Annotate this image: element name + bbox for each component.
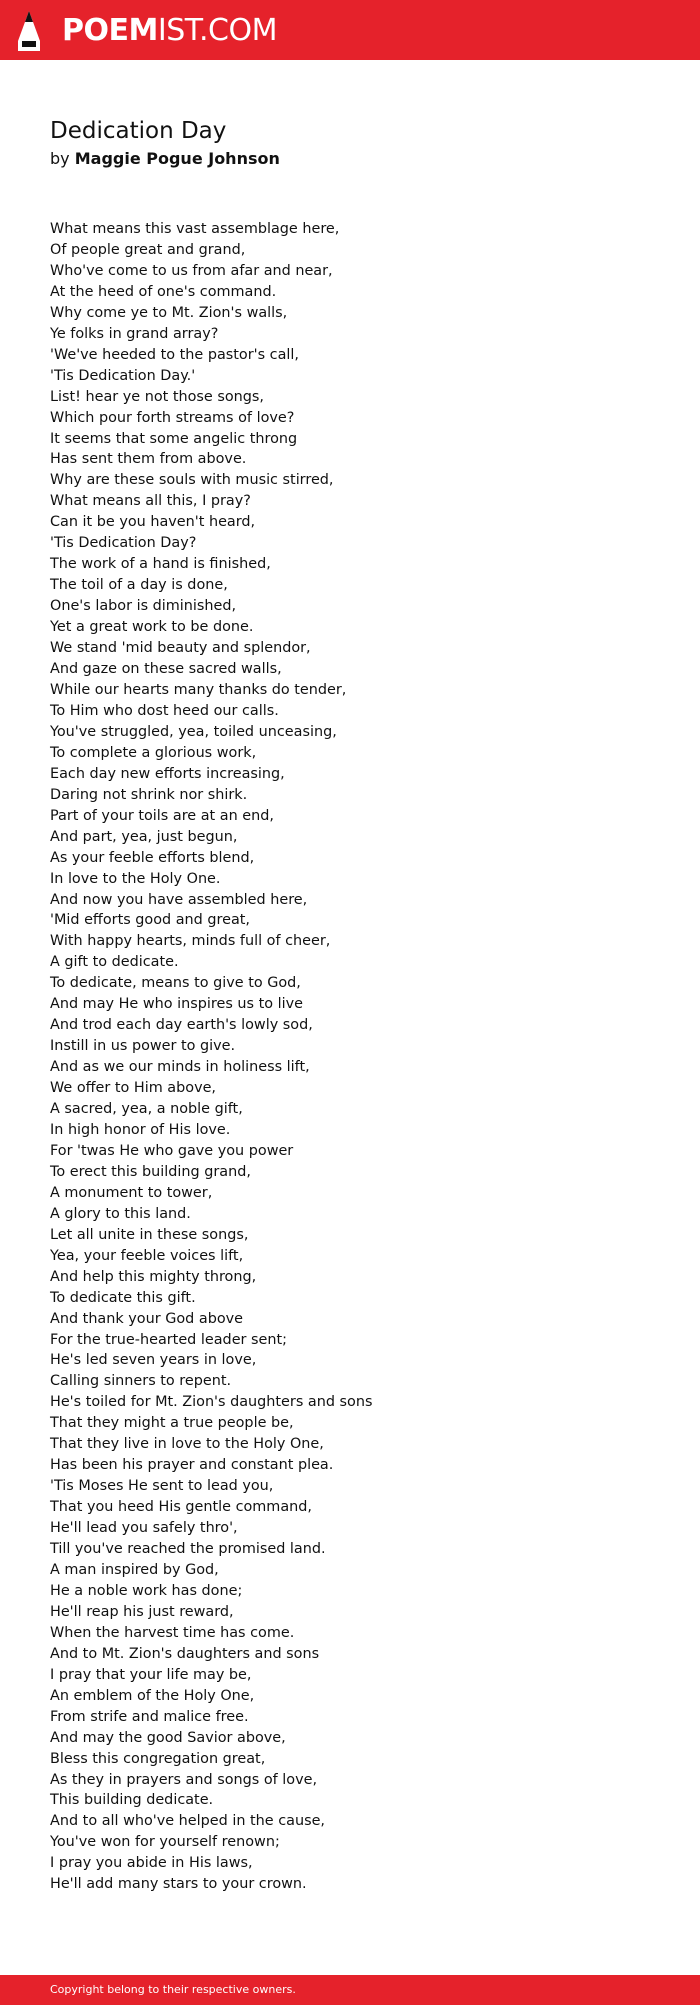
poem-line: 'We've heeded to the pastor's call, [50, 346, 299, 363]
poem-line: To Him who dost heed our calls. [50, 702, 279, 719]
pencil-tip-icon[interactable] [16, 11, 42, 51]
poem-line: 'Tis Moses He sent to lead you, [50, 1478, 274, 1495]
poem-line: With happy hearts, minds full of cheer, [50, 933, 331, 950]
poem-line: For 'twas He who gave you power [50, 1142, 294, 1159]
poem-line: He's toiled for Mt. Zion's daughters and sons [50, 1394, 373, 1411]
poem-line: A monument to tower, [50, 1184, 213, 1201]
logo-text-bold: POEM [62, 13, 158, 48]
poem-line: 'Mid efforts good and great, [50, 912, 251, 929]
poem-line: And to Mt. Zion's daughters and sons [50, 1645, 320, 1662]
poem-line: And now you have assembled here, [50, 891, 308, 908]
poem-line: Can it be you haven't heard, [50, 514, 256, 531]
poem-line: What means all this, I pray? [50, 493, 251, 510]
site-header [0, 0, 700, 60]
site-logo[interactable] [62, 11, 277, 51]
poem-body [50, 219, 650, 1895]
poem-line: An emblem of the Holy One, [50, 1687, 255, 1704]
poem-line: He'll reap his just reward, [50, 1603, 234, 1620]
poem-line: You've struggled, yea, toiled unceasing, [50, 723, 337, 740]
poem-line: Yet a great work to be done. [50, 619, 254, 636]
poem-line: When the harvest time has come. [50, 1624, 295, 1641]
poem-line: I pray that your life may be, [50, 1666, 252, 1683]
poem-line: That they live in love to the Holy One, [50, 1436, 324, 1453]
poem-line: This building dedicate. [50, 1792, 214, 1809]
poem-line: As they in prayers and songs of love, [50, 1771, 318, 1788]
poem-line: What means this vast assemblage here, [50, 221, 340, 237]
poem-line: And thank your God above [50, 1310, 244, 1327]
poem-line: We stand 'mid beauty and splendor, [50, 640, 311, 657]
poem-line: List! hear ye not those songs, [50, 388, 264, 405]
poem-line: From strife and malice free. [50, 1708, 249, 1725]
poem-line: While our hearts many thanks do tender, [50, 681, 347, 698]
poem-line: Has been his prayer and constant plea. [50, 1457, 334, 1474]
poem-line: In high honor of His love. [50, 1121, 231, 1138]
poem-line: Each day new efforts increasing, [50, 765, 285, 782]
poem-line: And help this mighty throng, [50, 1268, 257, 1285]
poem-line: He'll add many stars to your crown. [50, 1876, 307, 1893]
poem-line: A gift to dedicate. [50, 954, 179, 971]
poem-line: A glory to this land. [50, 1205, 191, 1222]
poem-line: Why are these souls with music stirred, [50, 472, 334, 489]
poem-line: I pray you abide in His laws, [50, 1855, 253, 1872]
poem-line: In love to the Holy One. [50, 870, 221, 887]
site-footer [0, 1975, 700, 2005]
poem-line: That you heed His gentle command, [50, 1499, 312, 1516]
poem-author: Maggie Pogue Johnson [74, 149, 280, 168]
poem-line: A sacred, yea, a noble gift, [50, 1101, 243, 1118]
poem-line: At the heed of one's command. [50, 283, 277, 300]
poem-line: Why come ye to Mt. Zion's walls, [50, 304, 288, 321]
poem-line: 'Tis Dedication Day.' [50, 367, 196, 384]
poem-line: Let all unite in these songs, [50, 1226, 249, 1243]
poem-line: To dedicate this gift. [50, 1289, 196, 1306]
poem-line: And gaze on these sacred walls, [50, 661, 282, 678]
poem-byline [50, 147, 280, 171]
poem-line: For the true-hearted leader sent; [50, 1331, 288, 1348]
poem-line: Till you've reached the promised land. [50, 1541, 326, 1558]
poem-line: Bless this congregation great, [50, 1750, 266, 1767]
poem-line: Who've come to us from afar and near, [50, 262, 333, 279]
poem-line: And to all who've helped in the cause, [50, 1813, 326, 1830]
poem-line: We offer to Him above, [50, 1080, 217, 1097]
logo-text-light: IST.COM [157, 13, 277, 48]
poem-line: And may the good Savior above, [50, 1729, 286, 1746]
poem-line: To dedicate, means to give to God, [50, 975, 301, 992]
copyright-notice: Copyright belong to their respective owners. [50, 1983, 296, 1996]
poem-line: And trod each day earth's lowly sod, [50, 1017, 313, 1034]
poem-line: Part of your toils are at an end, [50, 807, 274, 824]
poem-line: Instill in us power to give. [50, 1038, 236, 1055]
poem-line: One's labor is diminished, [50, 598, 237, 615]
poem-line: It seems that some angelic throng [50, 430, 298, 447]
poem-line: And part, yea, just begun, [50, 828, 238, 845]
poem-line: You've won for yourself renown; [50, 1834, 280, 1851]
poem-line: To erect this building grand, [50, 1163, 251, 1180]
poem-line: To complete a glorious work, [50, 744, 257, 761]
poem-line: He's led seven years in love, [50, 1352, 257, 1369]
poem-title: Dedication Day [50, 118, 227, 144]
poem-line: Yea, your feeble voices lift, [50, 1247, 244, 1264]
poem-line: Has sent them from above. [50, 451, 247, 468]
poem-line: Which pour forth streams of love? [50, 409, 295, 426]
poem-line: He a noble work has done; [50, 1582, 243, 1599]
by-label: by [50, 149, 70, 168]
poem-line: That they might a true people be, [50, 1415, 294, 1432]
poem-line: Of people great and grand, [50, 241, 246, 258]
poem-line: And as we our minds in holiness lift, [50, 1059, 310, 1076]
poem-line: The work of a hand is finished, [50, 556, 271, 573]
poem-line: He'll lead you safely thro', [50, 1520, 238, 1537]
poem-line: Ye folks in grand array? [50, 325, 219, 342]
poem-line: A man inspired by God, [50, 1562, 219, 1578]
poem-line: As your feeble efforts blend, [50, 849, 255, 866]
poem-line: Daring not shrink nor shirk. [50, 786, 248, 803]
poem-line: 'Tis Dedication Day? [50, 535, 197, 552]
poem-line: The toil of a day is done, [50, 577, 228, 594]
poem-line: Calling sinners to repent. [50, 1373, 232, 1390]
poem-line: And may He who inspires us to live [50, 996, 303, 1013]
